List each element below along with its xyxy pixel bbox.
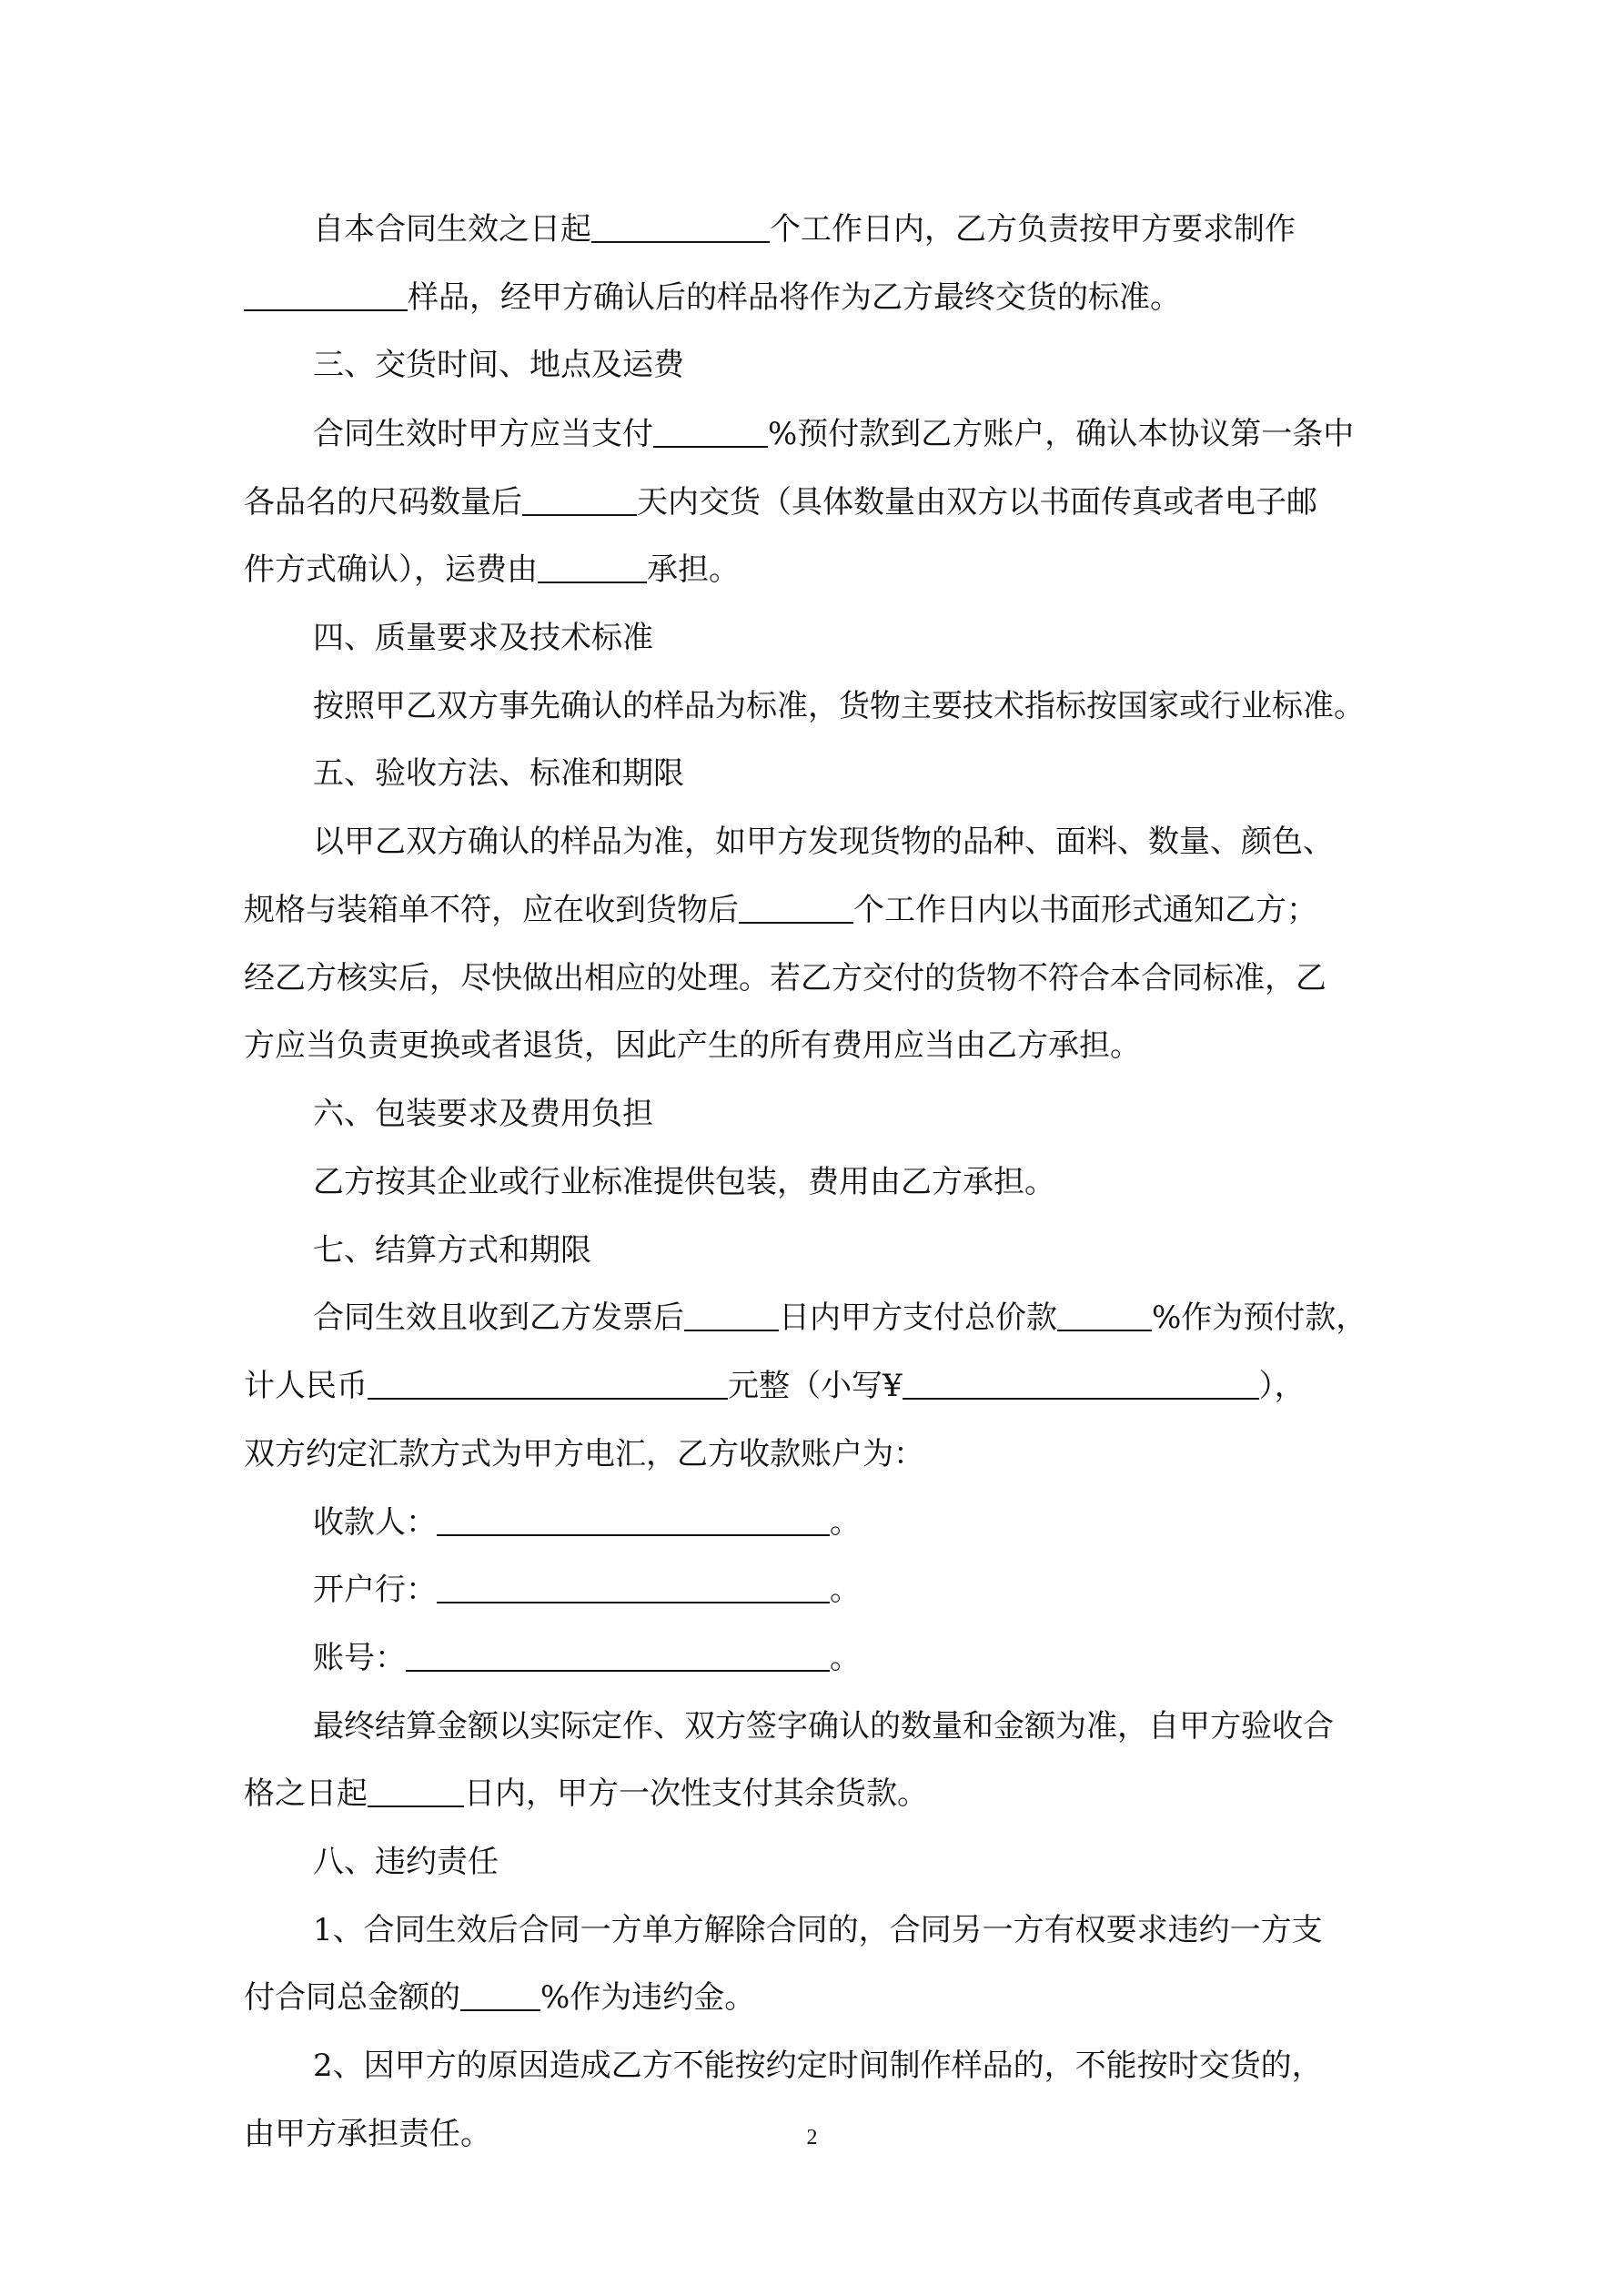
text-segment: 个工作日内，乙方负责按甲方要求制作	[770, 211, 1296, 248]
text-segment: %作为违约金。	[540, 1979, 756, 2016]
text-segment: 合同生效时甲方应当支付	[313, 416, 653, 452]
text-segment: 六、包装要求及费用负担	[313, 1096, 653, 1132]
payee-line	[313, 1495, 861, 1550]
text-segment: 最终结算金额以实际定作、双方签字确认的数量和金额为准，自甲方验收合	[313, 1708, 1334, 1745]
fill-in-blank	[903, 1371, 1259, 1400]
text-segment: 账号：	[313, 1640, 406, 1676]
text-segment: 付合同总金额的	[244, 1979, 460, 2016]
text-line	[313, 1155, 1055, 1209]
text-segment: 由甲方承担责任。	[244, 2116, 491, 2152]
text-segment: 按照甲乙双方事先确认的样品为标准，货物主要技术指标按国家或行业标准。	[313, 688, 1365, 724]
text-segment: 七、结算方式和期限	[313, 1232, 591, 1269]
text-segment: 2、因甲方的原因造成乙方不能按约定时间制作样品的，不能按时交货的，	[313, 2048, 1323, 2084]
text-line	[244, 883, 1317, 937]
text-line	[313, 679, 1365, 733]
text-line	[244, 475, 1317, 530]
text-segment: 四、质量要求及技术标准	[313, 620, 653, 656]
text-line	[313, 1699, 1334, 1754]
text-segment: 1、合同生效后合同一方单方解除合同的，合同另一方有权要求违约一方支	[313, 1912, 1323, 1948]
text-line	[313, 2038, 1323, 2093]
section-heading	[313, 1223, 591, 1278]
section-heading	[313, 1835, 499, 1889]
fill-in-blank	[368, 1778, 464, 1807]
text-segment: 五、验收方法、标准和期限	[313, 755, 684, 792]
text-segment: 日内，甲方一次性支付其余货款。	[464, 1775, 928, 1812]
text-segment: 以甲乙双方确认的样品为准，如甲方发现货物的品种、面料、数量、颜色、	[313, 824, 1334, 860]
fill-in-blank	[653, 419, 768, 448]
section-heading	[313, 611, 653, 665]
text-line	[313, 202, 1296, 257]
text-segment: 天内交货（具体数量由双方以书面传真或者电子邮	[637, 484, 1317, 521]
fill-in-blank	[460, 1982, 540, 2011]
text-segment: 。	[830, 1640, 861, 1676]
text-line	[313, 1903, 1323, 1957]
text-segment: 元整（小写¥	[728, 1368, 903, 1404]
text-segment: 收款人：	[313, 1504, 437, 1541]
text-line	[244, 1427, 924, 1482]
fill-in-blank	[1057, 1302, 1152, 1331]
text-segment: 合同生效且收到乙方发票后	[313, 1300, 684, 1336]
fill-in-blank	[522, 487, 637, 516]
fill-in-blank	[244, 282, 408, 311]
text-segment: 双方约定汇款方式为甲方电汇，乙方收款账户为：	[244, 1436, 924, 1472]
text-line	[313, 407, 1354, 461]
text-segment: %作为预付款，	[1152, 1300, 1367, 1336]
text-segment: 承担。	[647, 551, 740, 588]
page-number: 2	[806, 2126, 818, 2149]
text-segment: 。	[830, 1504, 861, 1541]
text-line	[313, 1290, 1367, 1345]
text-segment: 各品名的尺码数量后	[244, 484, 522, 521]
text-segment: 规格与装箱单不符，应在收到货物后	[244, 892, 739, 928]
text-segment: 经乙方核实后，尽快做出相应的处理。若乙方交付的货物不符合本合同标准，乙	[244, 960, 1326, 996]
text-segment: 八、违约责任	[313, 1844, 499, 1880]
text-segment: 格之日起	[244, 1775, 368, 1812]
section-heading	[313, 746, 684, 801]
text-line	[244, 1766, 928, 1821]
text-segment: 方应当负责更换或者退货，因此产生的所有费用应当由乙方承担。	[244, 1027, 1141, 1064]
text-line	[244, 1359, 1306, 1413]
fill-in-blank	[437, 1574, 830, 1603]
text-segment: ），	[1258, 1368, 1306, 1404]
text-segment: 个工作日内以书面形式通知乙方；	[853, 892, 1317, 928]
section-heading	[313, 1087, 653, 1141]
fill-in-blank	[684, 1302, 779, 1331]
text-segment: 日内甲方支付总价款	[779, 1300, 1057, 1336]
fill-in-blank	[538, 554, 647, 583]
section-heading	[313, 338, 684, 392]
text-line	[244, 1970, 755, 2025]
text-line	[244, 270, 1181, 325]
text-segment: %预付款到乙方账户，确认本协议第一条中	[768, 416, 1355, 452]
text-segment: 样品，经甲方确认后的样品将作为乙方最终交货的标准。	[408, 279, 1181, 316]
text-segment: 件方式确认），运费由	[244, 551, 538, 588]
fill-in-blank	[739, 895, 853, 924]
bank-line	[313, 1563, 861, 1617]
text-line	[244, 951, 1326, 1006]
fill-in-blank	[591, 214, 770, 243]
text-segment: 三、交货时间、地点及运费	[313, 347, 684, 383]
text-segment: 乙方按其企业或行业标准提供包装，费用由乙方承担。	[313, 1164, 1055, 1200]
text-segment: 开户行：	[313, 1572, 437, 1608]
text-line	[244, 542, 740, 597]
text-line	[313, 814, 1334, 869]
fill-in-blank	[437, 1507, 830, 1536]
fill-in-blank	[406, 1643, 830, 1672]
account-line	[313, 1631, 861, 1685]
text-segment: 。	[830, 1572, 861, 1608]
text-segment: 自本合同生效之日起	[313, 211, 591, 248]
text-line	[244, 1018, 1141, 1073]
fill-in-blank	[368, 1371, 728, 1400]
text-segment: 计人民币	[244, 1368, 368, 1404]
